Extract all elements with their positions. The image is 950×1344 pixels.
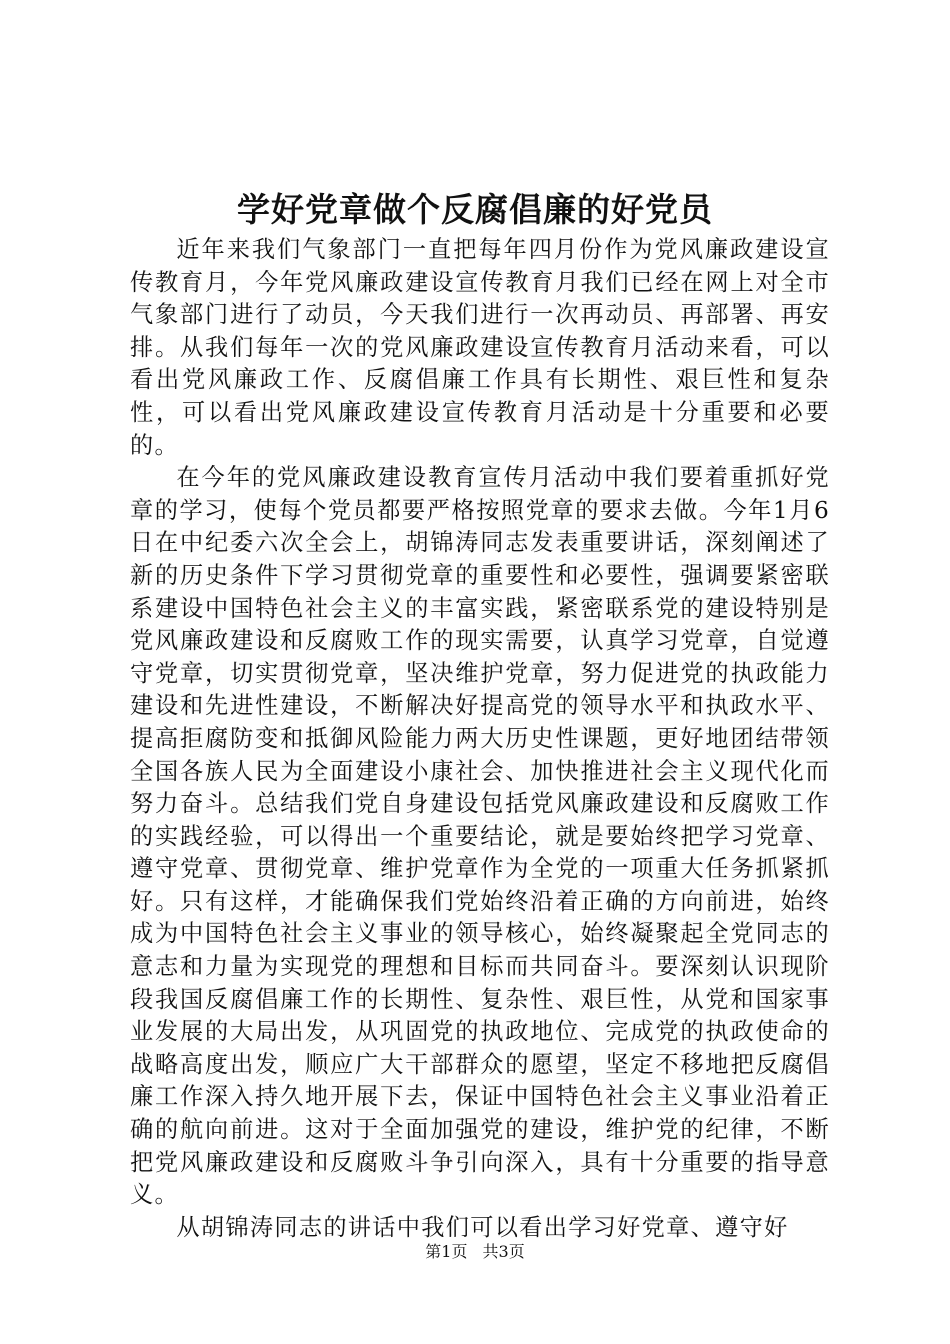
- page-total: 共3页: [482, 1242, 525, 1261]
- paragraph: 从胡锦涛同志的讲话中我们可以看出学习好党章、遵守好: [176, 1213, 789, 1241]
- document-title: 学好党章做个反腐倡廉的好党员: [237, 190, 713, 229]
- paragraph: 在今年的党风廉政建设教育宣传月活动中我们要着重抓好党章的学习，使每个党员都要严格按照党章的要求去做。今年1月6日在中纪委六次全会上，胡锦涛同志发表重要讲话，深刻阐述了新的历史条件下学习贯彻党章的重要性和必要性，强调要紧密联系建设中国特色社会主义的丰富实践，紧密联系党的建设特别是党风廉政建设和反腐败工作的现实需要，认真学习党章，自觉遵守党章，切实贯彻党章，坚决维护党章，努力促进党的执政能力建设和先进性建设，不断解决好提高党的领导水平和执政水平、提高拒腐防变和抵御风险能力两大历史性课题，更好地团结带领全国各族人民为全面建设小康社会、加快推进社会主义现代化而努力奋斗。总结我们党自身建设包括党风廉政建设和反腐败工作的实践经验，可以得出一个重要结论，就是要始终把学习党章、遵守党章、贯彻党章、维护党章作为全党的一项重大任务抓紧抓好。只有这样，才能确保我们党始终沿着正确的方向前进，始终成为中国特色社会主义事业的领导核心，始终凝聚起全党同志的意志和力量为实现党的理想和目标而共同奋斗。要深刻认识现阶段我国反腐倡廉工作的长期性、复杂性、艰巨性，从党和国家事业发展的大局出发，从巩固党的执政地位、完成党的执政使命的战略高度出发，顺应广大干部群众的愿望，坚定不移地把反腐倡廉工作深入持久地开展下去，保证中国特色社会主义事业沿着正确的航向前进。这对于全面加强党的建设，维护党的纪律，不断把党风廉政建设和反腐败斗争引向深入，具有十分重要的指导意义。: [130, 464, 830, 1209]
- page-number: 第1页: [425, 1242, 468, 1261]
- page-footer: [0, 1240, 950, 1264]
- paragraph: 近年来我们气象部门一直把每年四月份作为党风廉政建设宣传教育月，今年党风廉政建设宣传教育月我们已经在网上对全市气象部门进行了动员，今天我们进行一次再动员、再部署、再安排。从我们每年一次的党风廉政建设宣传教育月活动来看，可以看出党风廉政工作、反腐倡廉工作具有长期性、艰巨性和复杂性，可以看出党风廉政建设宣传教育月活动是十分重要和必要的。: [130, 236, 830, 459]
- document-body: [130, 234, 830, 1244]
